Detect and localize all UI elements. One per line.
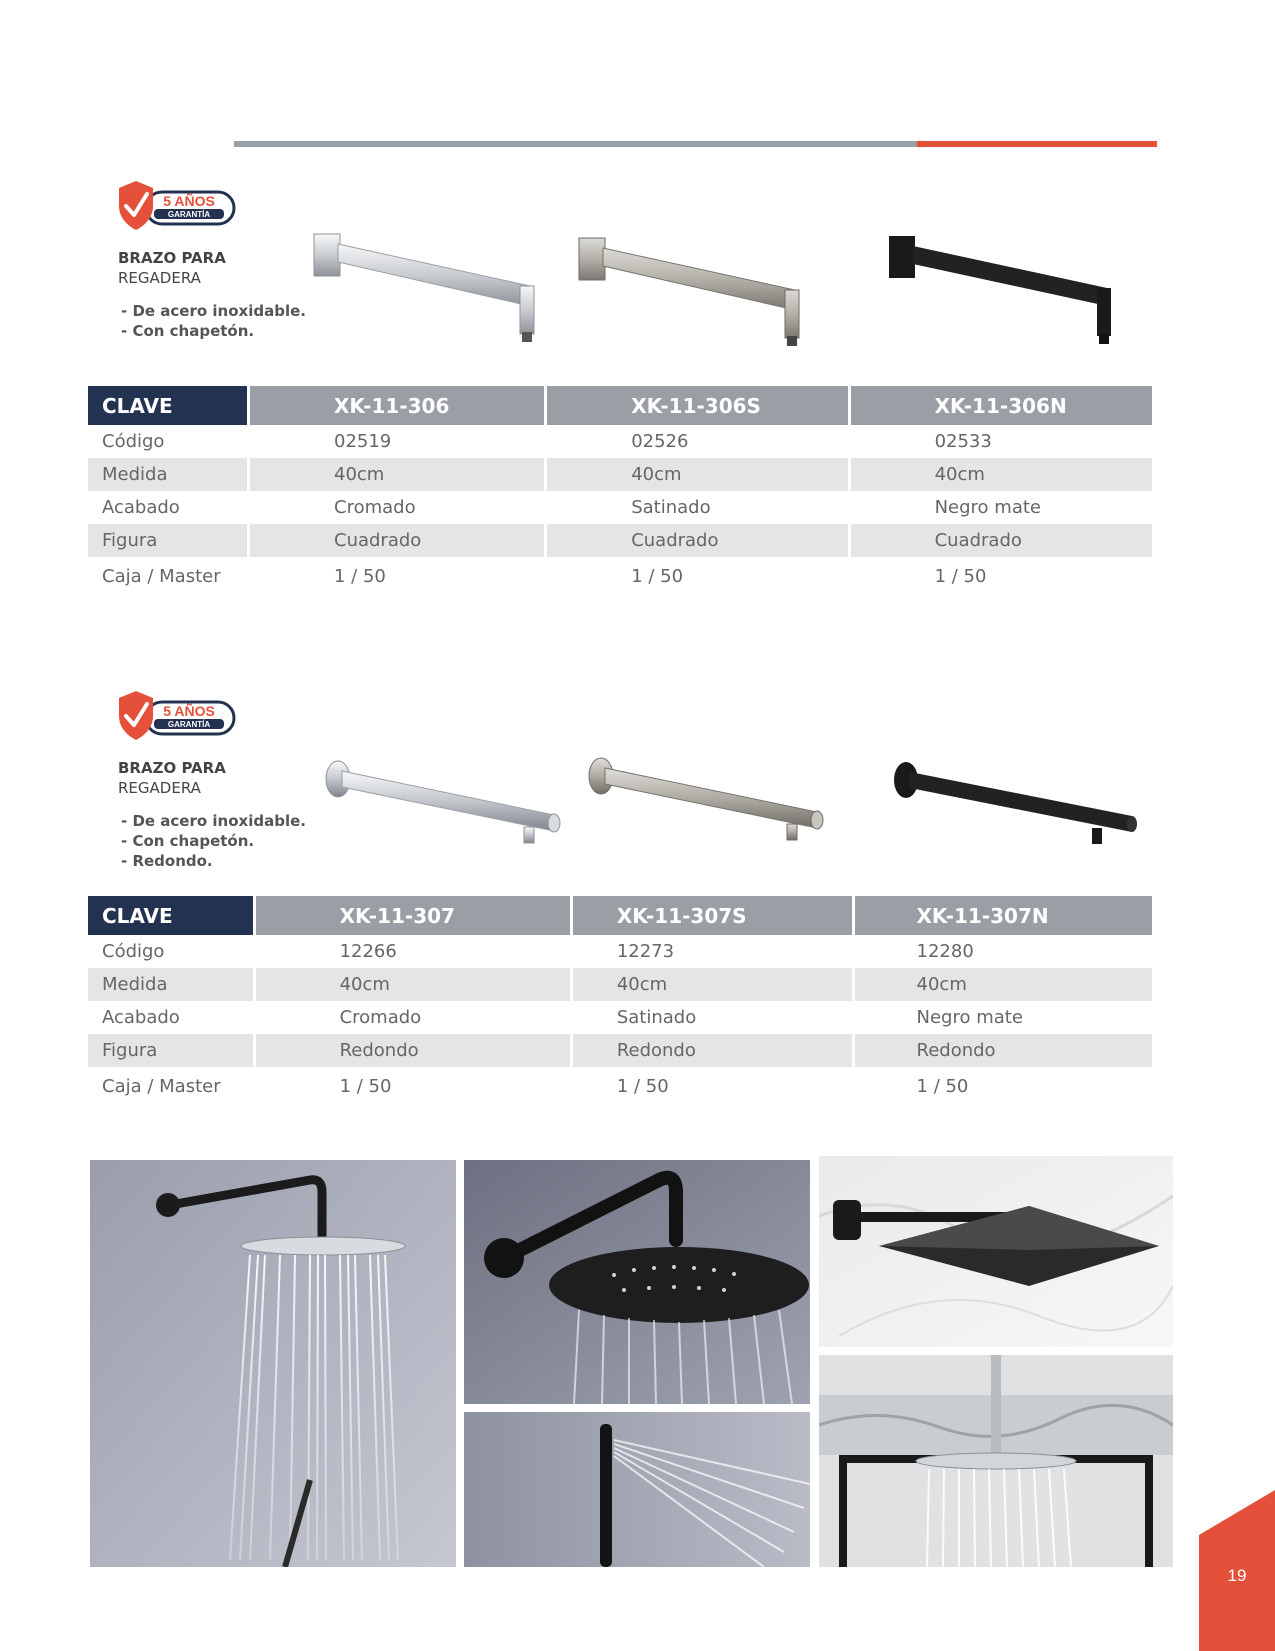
row-label: Medida <box>88 458 247 491</box>
badge-label: GARANTÍA <box>167 720 211 729</box>
table-row <box>88 1034 1152 1067</box>
cell: Redondo <box>573 1034 852 1067</box>
row-label: Acabado <box>102 1007 180 1028</box>
badge-years: 5 AÑOS <box>163 703 215 719</box>
header-model: XK-11-307S <box>573 896 852 935</box>
cell: 02519 <box>334 431 392 452</box>
product-image-chrome-round-arm <box>322 755 572 855</box>
cell: 40cm <box>573 968 852 1001</box>
photo-square-black-shower <box>819 1156 1173 1347</box>
photo-black-rain-shower-closeup <box>464 1160 810 1404</box>
spec-table <box>85 386 1155 595</box>
cell: 40cm <box>256 968 570 1001</box>
cell: Negro mate <box>934 497 1041 518</box>
spec-table <box>85 896 1155 1105</box>
badge-years: 5 AÑOS <box>163 193 215 209</box>
cell: 12266 <box>339 941 397 962</box>
table-header-row <box>88 896 1152 935</box>
row-label: Figura <box>88 524 247 557</box>
cell: 1 / 50 <box>631 565 684 587</box>
header-model: XK-11-306 <box>250 386 544 425</box>
cell: 12280 <box>916 941 974 962</box>
cell: 02533 <box>934 431 992 452</box>
table-header-row <box>88 386 1152 425</box>
table-row <box>88 1067 1152 1105</box>
warranty-badge-icon <box>116 180 236 230</box>
feature-item: - Con chapetón. <box>121 832 255 850</box>
table-row <box>88 491 1152 524</box>
cell: 1 / 50 <box>339 1075 392 1097</box>
photo-handheld-shower <box>464 1412 810 1567</box>
header-model: XK-11-307 <box>256 896 570 935</box>
product-image-satin-square-arm <box>575 234 815 354</box>
header-key-label: CLAVE <box>88 896 253 935</box>
feature-list <box>121 301 306 341</box>
cell: 40cm <box>855 968 1152 1001</box>
cell: 40cm <box>547 458 847 491</box>
row-label: Código <box>102 941 165 962</box>
table-row <box>88 1001 1152 1034</box>
feature-item: - Con chapetón. <box>121 322 255 340</box>
product-image-satin-round-arm <box>585 752 835 852</box>
product-image-chrome-square-arm <box>310 230 550 350</box>
row-label: Medida <box>88 968 253 1001</box>
product-image-black-square-arm <box>885 232 1125 352</box>
cell: Cuadrado <box>547 524 847 557</box>
cell: Cuadrado <box>851 524 1152 557</box>
cell: 1 / 50 <box>334 565 386 587</box>
row-label: Acabado <box>102 497 180 518</box>
table-row <box>88 935 1152 968</box>
table-row <box>88 524 1152 557</box>
feature-item: - De acero inoxidable. <box>121 302 306 320</box>
cell: Satinado <box>631 497 711 518</box>
product-title-line-2: REGADERA <box>118 779 201 797</box>
cell: 1 / 50 <box>616 1075 669 1097</box>
row-label: Figura <box>88 1034 253 1067</box>
photo-ceiling-rain-shower <box>819 1355 1173 1567</box>
cell: Cromado <box>334 497 416 518</box>
cell: 40cm <box>851 458 1152 491</box>
table-row <box>88 425 1152 458</box>
photo-round-rain-shower <box>90 1160 456 1567</box>
cell: Cromado <box>339 1007 422 1028</box>
cell: 02526 <box>631 431 689 452</box>
page-number: 19 <box>1227 1566 1247 1585</box>
cell: Satinado <box>616 1007 697 1028</box>
table-row <box>88 968 1152 1001</box>
row-label: Código <box>102 431 165 452</box>
product-title-line-2: REGADERA <box>118 269 201 287</box>
cell: 1 / 50 <box>934 565 987 587</box>
feature-list <box>121 811 306 871</box>
product-title-line-1: BRAZO PARA <box>118 759 226 777</box>
cell: 12273 <box>616 941 675 962</box>
warranty-badge-icon <box>116 690 236 740</box>
row-label: Caja / Master <box>102 1075 221 1097</box>
product-title-line-1: BRAZO PARA <box>118 249 226 267</box>
table-row <box>88 458 1152 491</box>
table-row <box>88 557 1152 595</box>
header-model: XK-11-307N <box>855 896 1152 935</box>
cell: Redondo <box>256 1034 570 1067</box>
product-title <box>118 248 226 288</box>
feature-item: - De acero inoxidable. <box>121 812 306 830</box>
header-model: XK-11-306S <box>547 386 847 425</box>
cell: Redondo <box>855 1034 1152 1067</box>
product-title <box>118 758 226 798</box>
product-image-black-round-arm <box>890 756 1140 856</box>
header-rule-accent <box>917 141 1157 147</box>
row-label: Caja / Master <box>102 565 221 587</box>
header-rule <box>234 141 917 147</box>
badge-label: GARANTÍA <box>167 210 211 219</box>
cell: Cuadrado <box>250 524 544 557</box>
cell: 1 / 50 <box>916 1075 969 1097</box>
cell: 40cm <box>250 458 544 491</box>
feature-item: - Redondo. <box>121 852 213 870</box>
cell: Negro mate <box>916 1007 1023 1028</box>
header-model: XK-11-306N <box>851 386 1152 425</box>
header-key-label: CLAVE <box>88 386 247 425</box>
